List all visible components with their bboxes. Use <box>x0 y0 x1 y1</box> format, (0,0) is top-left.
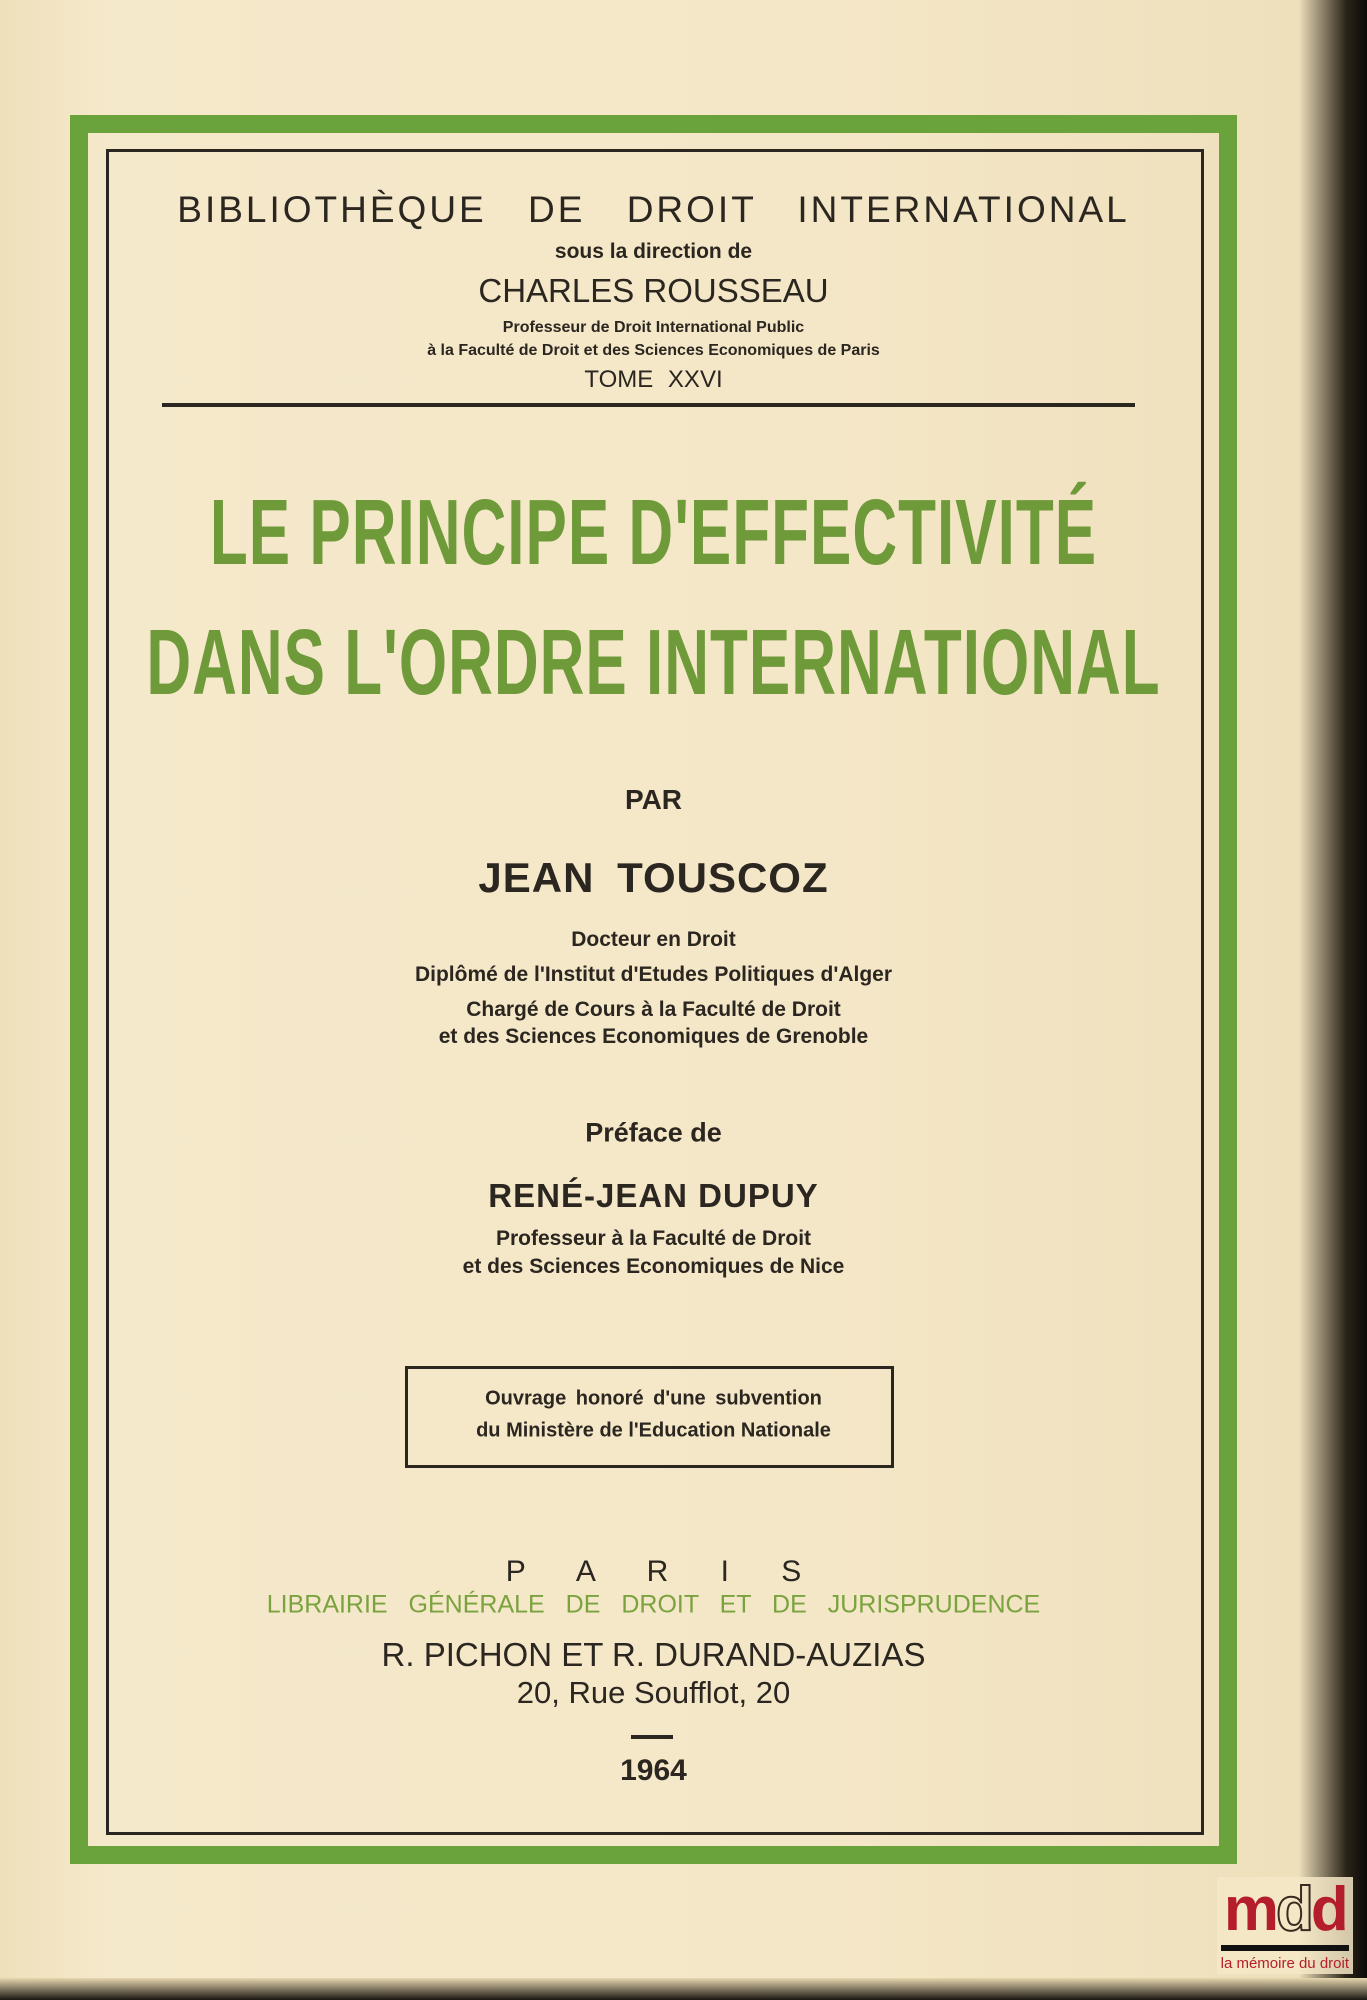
header-rule <box>162 403 1135 407</box>
mdd-logo-mark: mdd <box>1223 1875 1346 1944</box>
direction-label: sous la direction de <box>554 240 753 263</box>
author-credential: et des Sciences Economiques de Grenoble <box>438 1025 869 1048</box>
author-name: JEAN TOUSCOZ <box>478 854 829 901</box>
preface-author: RENÉ-JEAN DUPUY <box>488 1177 819 1214</box>
publisher-address: 20, Rue Soufflot, 20 <box>516 1675 791 1710</box>
publication-year: 1964 <box>620 1754 687 1787</box>
book-bottom-edge <box>0 1978 1367 2000</box>
title-text-1: LE PRINCIPE D'EFFECTIVITÉ <box>209 481 1098 585</box>
logo-bar <box>1221 1945 1349 1951</box>
publisher-name: LIBRAIRIE GÉNÉRALE DE DROIT ET DE JURISPRUDENCE <box>266 1590 1041 1619</box>
preface-credential: et des Sciences Economiques de Nice <box>462 1255 845 1278</box>
subsidy-line-2: du Ministère de l'Education Nationale <box>476 1419 831 1442</box>
title-text-2: DANS L'ORDRE INTERNATIONAL <box>146 611 1161 715</box>
publisher-owners: R. PICHON ET R. DURAND-AUZIAS <box>381 1636 926 1673</box>
subsidy-box <box>405 1366 894 1468</box>
logo-tagline: la mémoire du droit <box>1220 1955 1349 1972</box>
separator-dash <box>631 1735 673 1739</box>
preface-label: Préface de <box>585 1117 722 1148</box>
preface-credential: Professeur à la Faculté de Droit <box>495 1227 812 1250</box>
series-director: CHARLES ROUSSEAU <box>478 272 829 309</box>
mdd-watermark-logo <box>1217 1877 1353 1974</box>
publisher-city: P A R I S <box>505 1555 802 1588</box>
director-title-2: à la Faculté de Droit et des Sciences Economiques de Paris <box>427 342 880 359</box>
series-name: BIBLIOTHÈQUE DE DROIT INTERNATIONAL <box>177 189 1130 230</box>
subsidy-line-1: Ouvrage honoré d'une subvention <box>485 1387 822 1410</box>
volume-number: TOME XXVI <box>584 366 723 393</box>
author-credential: Diplômé de l'Institut d'Etudes Politiques d'Alger <box>414 963 892 986</box>
book-title-line-1 <box>106 481 1201 585</box>
by-label: PAR <box>624 784 683 815</box>
book-title-line-2 <box>106 611 1201 715</box>
author-credential: Chargé de Cours à la Faculté de Droit <box>466 998 841 1021</box>
author-credential: Docteur en Droit <box>571 928 736 951</box>
director-title-1: Professeur de Droit International Public <box>502 319 805 336</box>
